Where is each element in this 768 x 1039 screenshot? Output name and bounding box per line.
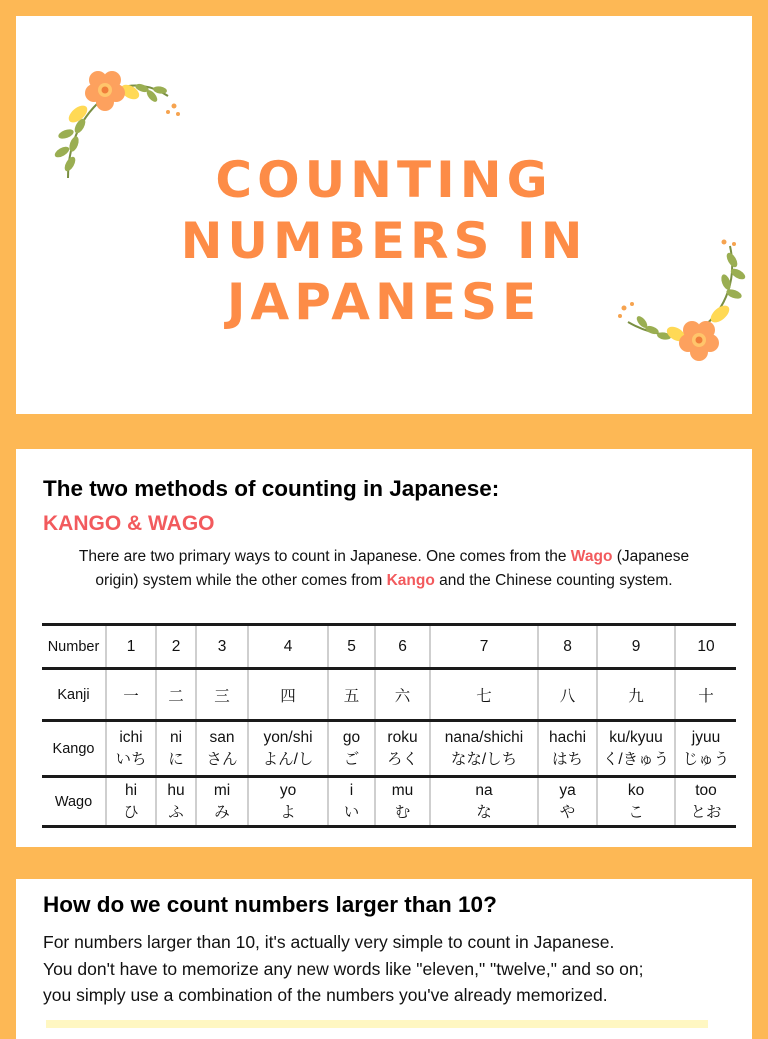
title-line: NUMBERS IN xyxy=(180,212,588,270)
table-row-wago xyxy=(42,777,736,827)
kanji-cell: 六 xyxy=(375,669,430,721)
wago-cell xyxy=(248,777,328,827)
wago-cell xyxy=(106,777,156,827)
kango-cell xyxy=(597,721,675,777)
kana-text: よん/し xyxy=(262,750,314,768)
section-heading: How do we count numbers larger than 10? xyxy=(43,892,497,917)
kanji-cell: 二 xyxy=(156,669,196,721)
romaji-text: hi xyxy=(124,781,138,799)
body-line: For numbers larger than 10, it's actually very simple to count in Japanese. xyxy=(43,932,615,952)
kango-cell xyxy=(375,721,430,777)
number-cell: 3 xyxy=(196,625,248,669)
number-cell: 6 xyxy=(375,625,430,669)
romaji-text: ko xyxy=(627,781,645,799)
romaji-text: jyuu xyxy=(691,728,721,746)
kanji-cell: 四 xyxy=(248,669,328,721)
kana-text: はち xyxy=(551,750,583,768)
kana-text: い xyxy=(343,803,360,821)
romaji-text: hachi xyxy=(548,728,587,746)
kanji-cell: 七 xyxy=(430,669,538,721)
kango-cell xyxy=(196,721,248,777)
kana-text: さん xyxy=(206,750,238,768)
number-cell: 8 xyxy=(538,625,597,669)
title-line: COUNTING xyxy=(215,151,553,209)
kango-cell xyxy=(675,721,736,777)
kanji-cell: 十 xyxy=(675,669,736,721)
number-cell: 7 xyxy=(430,625,538,669)
table-row-kango xyxy=(42,721,736,777)
romaji-text: ku/kyuu xyxy=(609,728,663,746)
romaji-text: nana/shichi xyxy=(444,728,524,746)
romaji-text: mu xyxy=(391,781,414,799)
body-line: you simply use a combination of the numbers you've already memorized. xyxy=(43,985,608,1005)
kana-text: ろく xyxy=(386,750,418,768)
number-cell: 2 xyxy=(156,625,196,669)
kango-cell xyxy=(430,721,538,777)
wago-cell xyxy=(328,777,375,827)
wago-cell xyxy=(597,777,675,827)
section-heading: The two methods of counting in Japanese: xyxy=(43,476,500,501)
section-subheading: KANGO & WAGO xyxy=(43,512,215,535)
row-label: Wago xyxy=(42,777,106,827)
kana-text: に xyxy=(168,750,184,768)
highlight-band xyxy=(46,1020,708,1028)
wago-cell xyxy=(156,777,196,827)
kanji-cell: 三 xyxy=(196,669,248,721)
kana-text: いち xyxy=(115,750,147,768)
kango-cell xyxy=(106,721,156,777)
romaji-text: yo xyxy=(279,781,297,799)
body-paragraph xyxy=(43,929,743,1009)
kana-text: な xyxy=(476,803,492,821)
kango-highlight: Kango xyxy=(386,572,435,589)
table-row-number xyxy=(42,625,736,669)
kana-text: ご xyxy=(343,750,360,768)
romaji-text: na xyxy=(475,781,493,799)
kana-text: や xyxy=(559,803,576,821)
kana-text: ひ xyxy=(123,803,139,821)
wago-cell xyxy=(538,777,597,827)
romaji-text: san xyxy=(209,728,235,746)
number-cell: 9 xyxy=(597,625,675,669)
romaji-text: ichi xyxy=(119,728,143,746)
kana-text: よ xyxy=(280,803,296,821)
kango-cell xyxy=(248,721,328,777)
kango-cell xyxy=(156,721,196,777)
floral-decoration-icon xyxy=(612,238,752,368)
kana-text: なな/しち xyxy=(450,750,518,768)
kana-text: み xyxy=(214,803,230,821)
row-label: Number xyxy=(42,625,106,669)
counting-table xyxy=(42,623,736,828)
wago-highlight: Wago xyxy=(570,548,613,565)
number-cell: 5 xyxy=(328,625,375,669)
kana-text: む xyxy=(394,803,411,821)
number-cell: 10 xyxy=(675,625,736,669)
title-line: JAPANESE xyxy=(226,273,542,331)
title-panel xyxy=(16,16,752,414)
romaji-text: mi xyxy=(213,781,231,799)
intro-text: and the Chinese counting system. xyxy=(434,572,673,589)
romaji-text: ni xyxy=(169,728,183,746)
wago-cell xyxy=(196,777,248,827)
kango-cell xyxy=(538,721,597,777)
kana-text: とお xyxy=(690,803,722,821)
intro-paragraph xyxy=(36,545,732,593)
table-row-kanji xyxy=(42,669,736,721)
kana-text: ふ xyxy=(168,803,184,821)
romaji-text: i xyxy=(349,781,354,799)
wago-cell xyxy=(375,777,430,827)
methods-panel xyxy=(16,449,752,847)
larger-numbers-panel xyxy=(16,879,752,1039)
kana-text: く/きゅう xyxy=(602,750,670,768)
intro-text: origin) system while the other comes from xyxy=(95,572,387,589)
kanji-cell: 一 xyxy=(106,669,156,721)
kanji-cell: 八 xyxy=(538,669,597,721)
romaji-text: yon/shi xyxy=(263,728,313,746)
number-cell: 4 xyxy=(248,625,328,669)
wago-cell xyxy=(675,777,736,827)
kana-text: じゅう xyxy=(682,750,730,768)
romaji-text: ya xyxy=(559,781,576,799)
kanji-cell: 九 xyxy=(597,669,675,721)
row-label: Kango xyxy=(42,721,106,777)
romaji-text: roku xyxy=(387,728,418,746)
number-cell: 1 xyxy=(106,625,156,669)
intro-text: (Japanese xyxy=(612,548,690,565)
kanji-cell: 五 xyxy=(328,669,375,721)
body-line: You don't have to memorize any new words like "eleven," "twelve," and so on; xyxy=(43,958,644,979)
kango-cell xyxy=(328,721,375,777)
row-label: Kanji xyxy=(42,669,106,721)
kana-text: こ xyxy=(628,803,644,821)
wago-cell xyxy=(430,777,538,827)
romaji-text: hu xyxy=(167,781,185,799)
romaji-text: too xyxy=(695,781,717,799)
intro-text: There are two primary ways to count in Japanese. One comes from the xyxy=(78,548,571,565)
romaji-text: go xyxy=(342,728,361,746)
